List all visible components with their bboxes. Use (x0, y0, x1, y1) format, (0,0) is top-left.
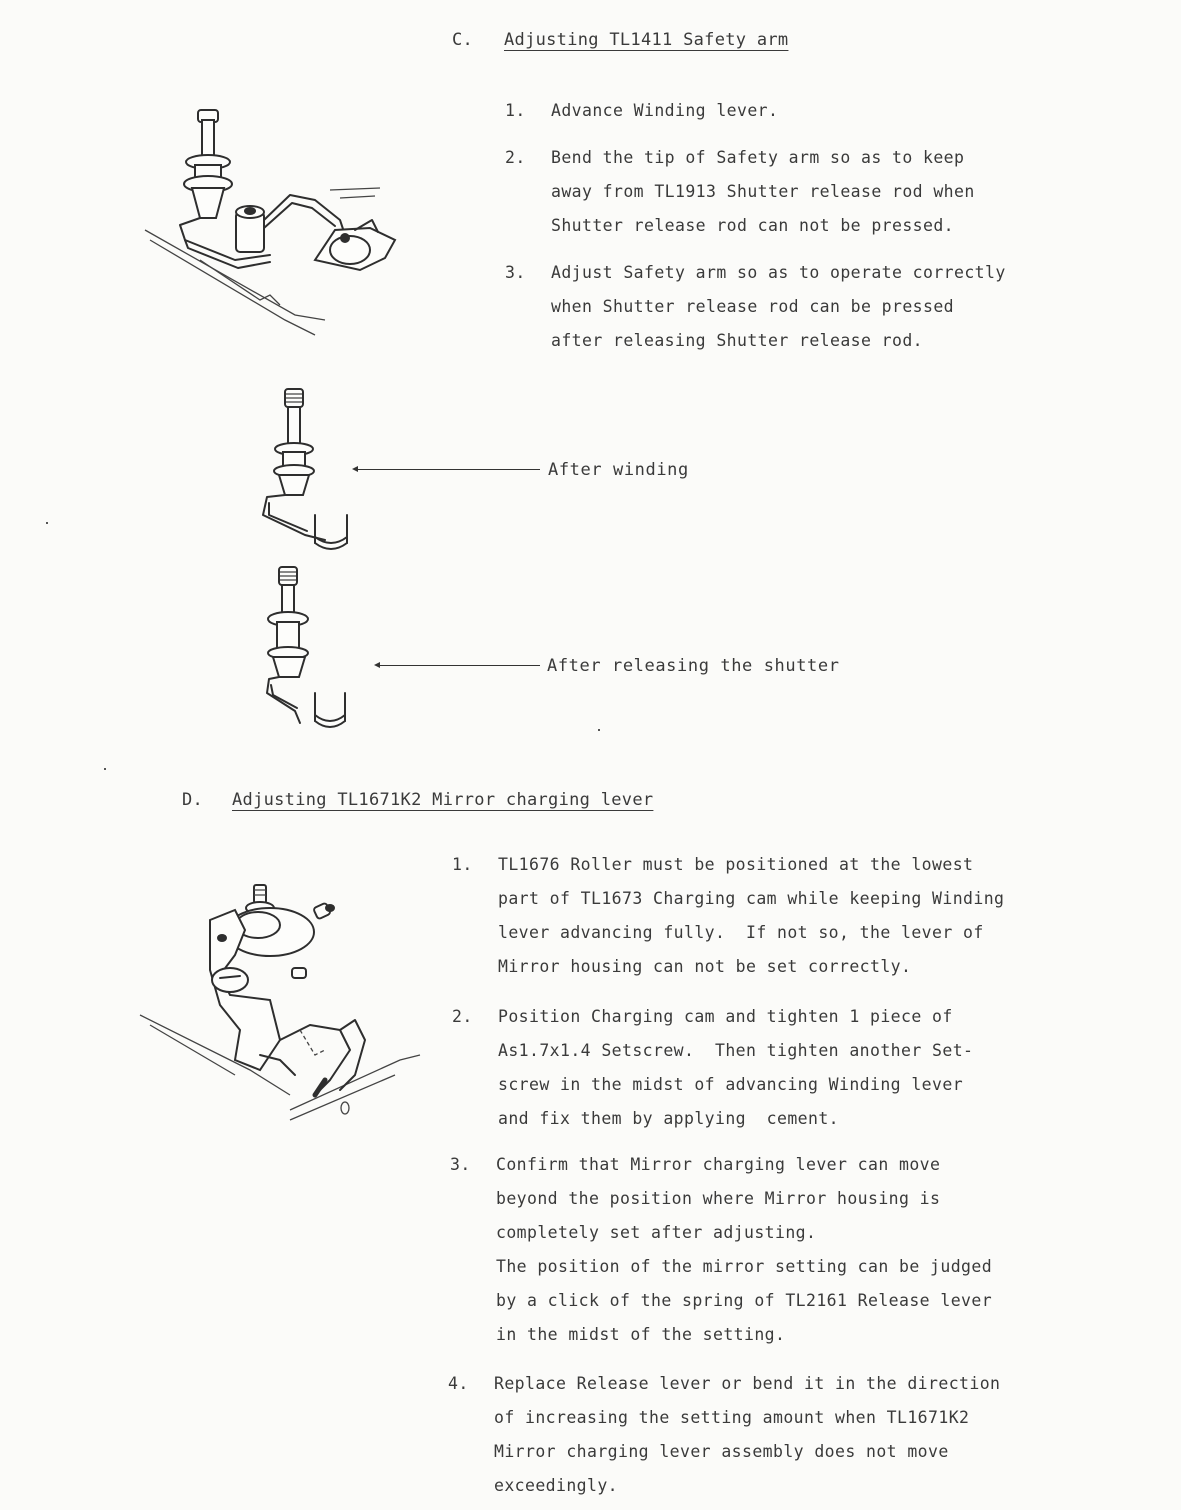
item-number: 4. (448, 1374, 469, 1393)
item-text: completely set after adjusting. (496, 1223, 817, 1242)
arrow-head-icon (352, 466, 358, 472)
mirror-charging-lever-illustration (140, 880, 430, 1130)
section-d-letter: D. (182, 790, 204, 810)
leader-line (354, 469, 540, 470)
item-number: 3. (505, 263, 526, 282)
arrow-head-icon (374, 662, 380, 668)
item-text: Mirror housing can not be set correctly. (498, 957, 912, 976)
scan-speck (46, 522, 48, 524)
item-text: after releasing Shutter release rod. (551, 331, 924, 350)
item-text: lever advancing fully. If not so, the lever of (498, 923, 984, 942)
item-number: 2. (452, 1007, 473, 1026)
item-text: As1.7x1.4 Setscrew. Then tighten another Set- (498, 1041, 974, 1060)
item-text: in the midst of the setting. (496, 1325, 786, 1344)
item-text: exceedingly. (494, 1476, 619, 1495)
item-number: 2. (505, 148, 526, 167)
after-winding-label: After winding (548, 460, 689, 480)
scan-speck (104, 768, 106, 770)
after-releasing-illustration (255, 563, 365, 738)
section-d-heading (182, 790, 742, 816)
safety-arm-illustration (140, 100, 410, 340)
section-c-letter: C. (452, 30, 474, 50)
list-item (450, 1148, 1130, 1358)
item-number: 1. (452, 855, 473, 874)
item-text: and fix them by applying cement. (498, 1109, 840, 1128)
item-text: screw in the midst of advancing Winding lever (498, 1075, 964, 1094)
item-text: away from TL1913 Shutter release rod when (551, 182, 975, 201)
item-text: Confirm that Mirror charging lever can move (496, 1155, 941, 1174)
item-text: TL1676 Roller must be positioned at the lowest (498, 855, 974, 874)
section-c-heading (452, 30, 852, 56)
list-item (448, 1367, 1128, 1507)
item-text: of increasing the setting amount when TL1671K2 (494, 1408, 970, 1427)
item-number: 3. (450, 1155, 471, 1174)
item-number: 1. (505, 101, 526, 120)
item-text: beyond the position where Mirror housing is (496, 1189, 941, 1208)
section-d-title: Adjusting TL1671K2 Mirror charging lever (232, 790, 654, 810)
scan-speck (598, 729, 600, 731)
item-text: by a click of the spring of TL2161 Release lever (496, 1291, 993, 1310)
item-text: Mirror charging lever assembly does not move (494, 1442, 949, 1461)
list-item (505, 256, 1145, 366)
list-item (452, 848, 1132, 988)
item-text: Bend the tip of Safety arm so as to keep (551, 148, 965, 167)
item-text: Advance Winding lever. (551, 101, 779, 120)
item-text: Shutter release rod can not be pressed. (551, 216, 955, 235)
list-item (452, 1000, 1132, 1140)
item-text: Adjust Safety arm so as to operate correctly (551, 263, 1006, 282)
item-text: when Shutter release rod can be pressed (551, 297, 955, 316)
item-text: Position Charging cam and tighten 1 piece of (498, 1007, 953, 1026)
leader-line (376, 665, 540, 666)
item-text: The position of the mirror setting can be judged (496, 1257, 993, 1276)
section-c-title: Adjusting TL1411 Safety arm (504, 30, 789, 50)
item-text: Replace Release lever or bend it in the direction (494, 1374, 1001, 1393)
after-releasing-label: After releasing the shutter (547, 656, 840, 676)
item-text: part of TL1673 Charging cam while keeping Winding (498, 889, 1005, 908)
list-item (505, 141, 1105, 251)
after-winding-illustration (255, 385, 365, 555)
list-item (505, 94, 1105, 128)
